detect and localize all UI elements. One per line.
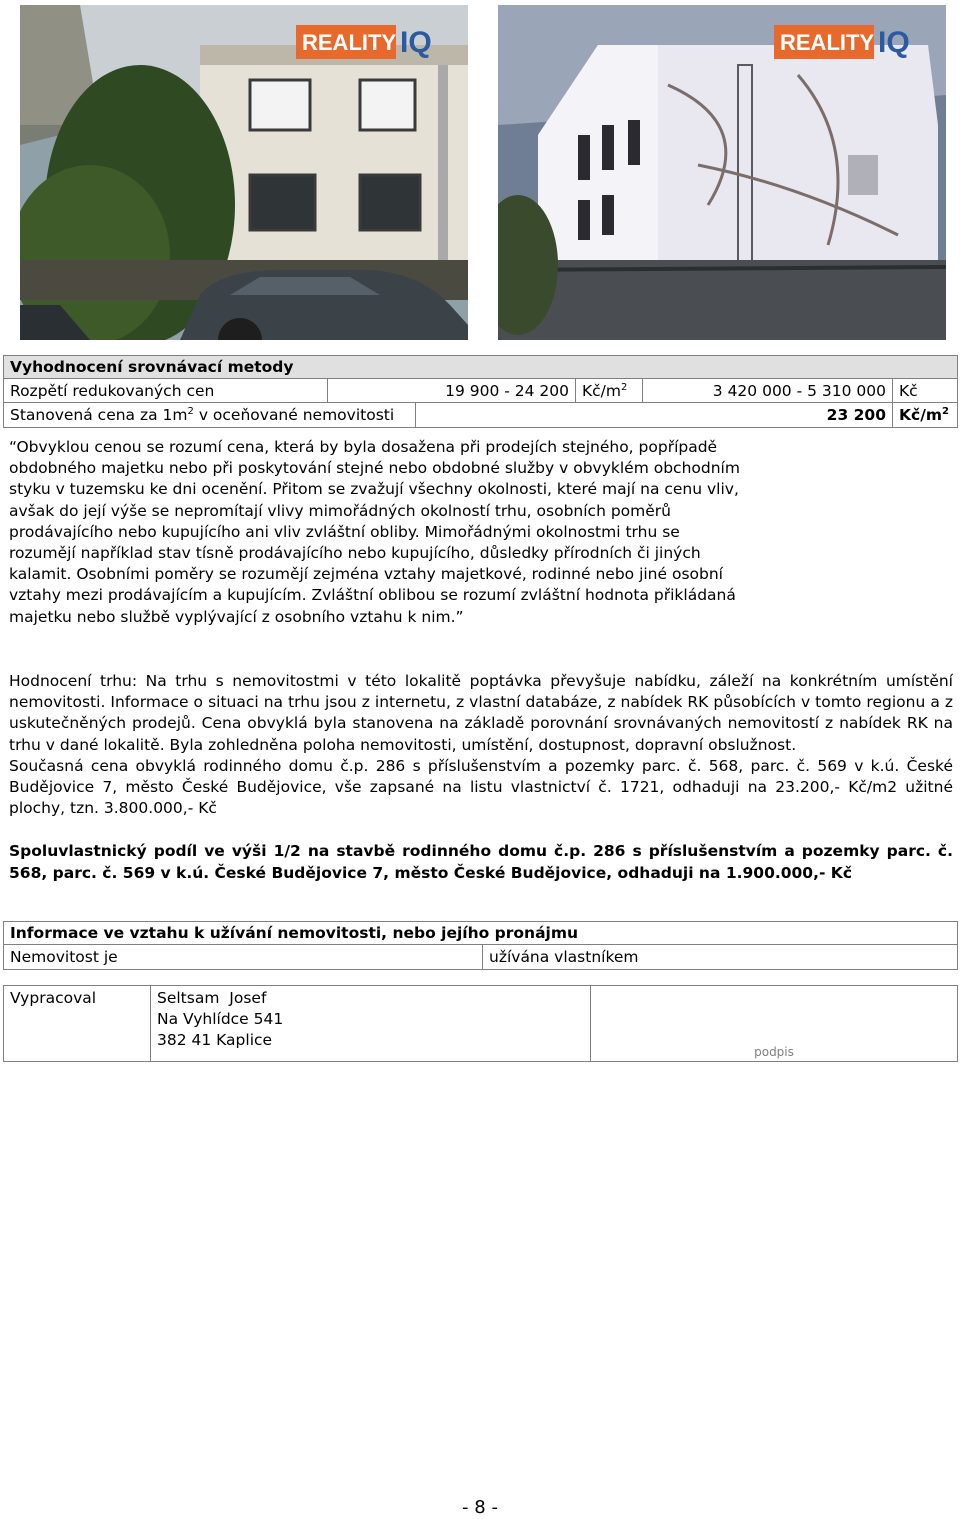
set-price-value: 23 200 [415, 403, 892, 427]
signature-caption: podpis [754, 1045, 794, 1059]
set-price-row [4, 403, 957, 427]
house-photo-front [20, 5, 468, 340]
author-row [4, 986, 957, 1061]
author-address [150, 986, 590, 1061]
range-unit: $Kč/m^2$ [575, 379, 642, 402]
author-name: Seltsam Josef [157, 989, 267, 1007]
author-street: Na Vyhlídce 541 [157, 1010, 284, 1028]
range-label: Rozpětí redukovaných cen [10, 382, 215, 400]
svg-text:REALITY: REALITY [302, 30, 397, 55]
usage-heading: Informace ve vztahu k užívání nemovitosti, nebo jejího pronájmu [4, 922, 957, 945]
price-range-row [4, 379, 957, 403]
house-photo-side [498, 5, 946, 340]
page-number: - 8 - [462, 1497, 498, 1518]
author-label: Vypracoval [10, 989, 97, 1007]
share-valuation-conclusion: Spoluvlastnický podíl ve výši 1/2 na stavbě rodinného domu č.p. 286 s příslušenstvím a pozemky parc. č. 568, parc. č. 569 v k.ú. České Budějovice 7, město České Budějovice, odhaduji na 1.900.000,- Kč [9, 842, 953, 882]
svg-text:REALITY: REALITY [780, 30, 875, 55]
usage-value: užívána vlastníkem [482, 945, 957, 969]
range-total: 3 420 000 - 5 310 000 [642, 379, 892, 402]
section-heading: Vyhodnocení srovnávací metody [4, 356, 957, 379]
author-city: 382 41 Kaplice [157, 1031, 273, 1049]
signature-field [590, 986, 957, 1061]
comparison-method-table [3, 355, 958, 428]
author-table [3, 985, 958, 1062]
range-total-unit: Kč [892, 379, 957, 402]
range-value: 19 900 - 24 200 [327, 379, 575, 402]
reality-iq-logo [498, 5, 946, 340]
usage-label: Nemovitost je [10, 948, 118, 966]
svg-text:IQ: IQ [400, 26, 432, 59]
usage-row [4, 945, 957, 969]
reality-iq-logo [20, 5, 468, 340]
svg-text:IQ: IQ [878, 26, 910, 59]
usage-info-table [3, 921, 958, 970]
usual-price-definition: “Obvyklou cenou se rozumí cena, která by byla dosažena při prodejích stejného, popřípadě obdobného majetku nebo při poskytování stejné nebo obdobné služby v obvyklém obchodním styku v tuzemsku ke dni ocenění. Přitom se zvažují všechny okolnosti, které mají na cenu vliv, avšak do její výše se nepromítají vlivy mimořádných okolností trhu, osobních poměrů prodávajícího nebo kupujícího ani vliv zvláštní obliby. Mimořádnými okolnostmi trhu se rozumějí například stav tísně prodávajícího nebo kupujícího, důsledky přírodních či jiných kalamit. Osobními poměry se rozumějí zejména vztahy majetkové, rodinné nebo jiné osobní vztahy mezi prodávajícím a kupujícím. Zvláštní oblibou se rozumí zvláštní hodnota přikládaná majetku nebo službě vyplývající z osobního vztahu k nim.” [9, 438, 740, 626]
set-price-label: Stanovená cena za $1m^2$ v oceňované nemovitosti [10, 405, 395, 424]
set-price-unit: $Kč/m^2$ [892, 403, 957, 427]
market-paragraph: Hodnocení trhu: Na trhu s nemovitostmi v této lokalitě poptávka převyšuje nabídku, záleží na konkrétním umístění nemovitosti. Informace o situaci na trhu jsou z internetu, z vlastní databáze, z nabídek RK působících v tomto regionu a z uskutečněných prodejů. Cena obvyklá byla stanovena na základě porovnání srovnávaných nemovitostí z nabídek RK na trhu v dané lokalitě. Byla zohledněna poloha nemovitosti, umístění, dostupnost, dopravní obslužnost. [9, 672, 953, 754]
current-price-paragraph: Současná cena obvyklá rodinného domu č.p. 286 s příslušenstvím a pozemky parc. č. 568, parc. č. 569 v k.ú. České Budějovice 7, město České Budějovice, vše zapsané na listu vlastnictví č. 1721, odhaduji na 23.200,- Kč/m2 užitné plochy, tzn. 3.800.000,- Kč [9, 756, 953, 818]
market-evaluation [9, 671, 953, 819]
